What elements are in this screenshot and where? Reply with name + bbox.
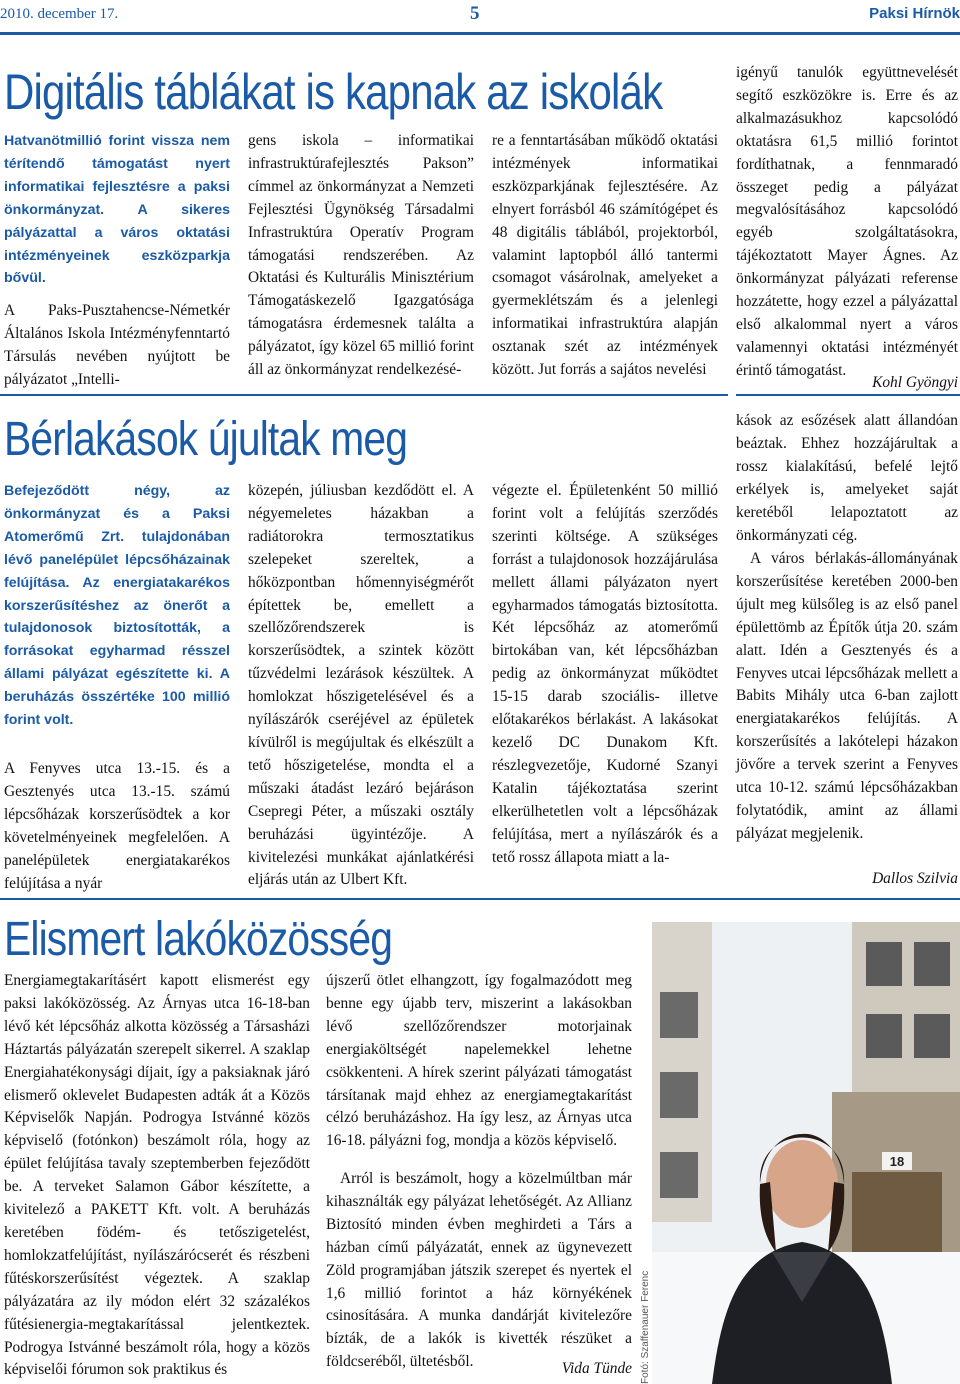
article-separator bbox=[0, 394, 728, 396]
article1-col4: igényű tanulók együttnevelését segítő eszközökre is. Erre és az alkalmazásukhoz kapcsolódó oktatásra 61,5 millió forintot fordíthatnak, a fennmaradó összeget pedig a pályázat megvalósításához kapcsolódó egyéb szolgáltatásokra, tájékoztatott Mayer Ágnes. Az önkormányzat pályázati referense hozzátette, hogy ezzel a pályázattal első alkalommal nyert a város valamennyi oktatási intézményét érintő támogatást. bbox=[736, 64, 958, 379]
article2-author: Dallos Szilvia bbox=[872, 870, 958, 887]
article1-author: Kohl Gyöngyi bbox=[872, 374, 958, 391]
photo-woman-in-front-of-building bbox=[652, 922, 960, 1384]
article2-col4b: A város bérlakás-állományának korszerűsítése keretében 2000-ben újult meg külsőleg is az első panel épülettömb az Építők útja 20. szám alatt. Idén a Gesztenyés és a Fenyves utcai lépcsőházak mellett a Babits Mihály utca 6-ban zajlott energiatakarékos felújítás. A korszerűsítés a lakótelepi házakon jövőre a tervek szerint a Fenyves utca 10-12. számú lépcsőházakban folytatódik, amint az állami pályázat megjelenik. bbox=[736, 550, 958, 842]
article1-title: Digitális táblákat is kapnak az iskolák bbox=[4, 64, 663, 120]
article3-col1: Energiamegtakarításért kapott elismerést egy paksi lakóközösség. Az Árnyas utca 16-18-ban lévő két lépcsőház alkotta közösség a Társasházi Háztartás pályázatán szerepelt sikerrel. A szaklap Energiahatékonysági díjait, így a paksiaknak járó elismerő oklevelet Budapesten adták át a Közös Képviselők Napján. Podrogya Istvánné közös képviselő (fotónkon) beszámolt róla, hogy az épület felújítása tavaly szeptemberben fejeződött be. A terveket Salamon Gábor készítette, a kivitelező a PAKETT Kft. volt. A beruházás keretében födém- és tetőszigetelést, homlokzatfelújítást, nyílászárócserét és részbeni fűtéskorszerűsítést végeztek. A szaklap pályázatára az ily módon elért 32 százalékos fűtésienergia-megtakarítással jelentkeztek. Podrogya Istvánné beszámolt róla, hogy a közös képviselői fórumon sok praktikus és bbox=[4, 972, 310, 1379]
article2-col3: végezte el. Épületenként 50 millió forint volt a felújítás szerződés szerinti költsége. A szükséges forrást a tulajdonosok hozzájárulása mellett állami pályázaton nyert egyharmados támogatás biztosította. Két lépcsőház az atomerőmű birtokában van, két lépcsőházban pedig az önkormányzat működtet 15-15 darab szociális- illetve előtakarékos bérlakást. A lakásokat kezelő DC Dunakom Kft. részlegvezetője, Kudorné Szanyi Katalin tájékoztatása szerint elkerülhetetlen volt a lépcsőházak felújítása, mert a nyílászárók és a tető rossz állapota miatt a la- bbox=[492, 482, 718, 866]
article2-lead: Befejeződött négy, az önkormányzat és a Paksi Atomerőmű Zrt. tulajdonában lévő panelépület lépcsőházainak felújítása. Az energiatakarékos korszerűsítéshez az önerőt a tulajdonosok biztosították, a forrásokat egyharmad résszel állami pályázat egészítette ki. A beruházás összértéke 100 millió forint volt. bbox=[4, 483, 230, 729]
article1-lead: Hatvanötmillió forint vissza nem térítendő támogatást nyert informatikai fejlesztésre a paksi önkormányzat. A sikeres pályázattal a város oktatási intézményeinek eszközparkja bővül. bbox=[4, 133, 230, 287]
article2-col1: A Fenyves utca 13.-15. és a Gesztenyés utca 13.-15. számú lépcsőházak korszerűsödtek a kor követelményeinek megfelelően. A panelépületek energiatakarékos felújítása a nyár bbox=[4, 760, 230, 892]
article2-col2: közepén, júliusban kezdődött el. A négyemeletes házakban a radiátorokra termosztatikus szelepeket szereltek, a hőközpontban hőmennyiségmérőt építettek be, emellett a szellőzőrendszerek is korszerűsödtek, a szintek között tűzvédelmi lezárások készültek. A homlokzat hőszigetelésével és a nyílászárók cseréjével az épületek kívülről is megújultak és elkészült a tető hőszigetelése, mondta el a műszaki átadást lezáró bejáráson Csepregi Péter, a műszaki osztály beruházási ügyintézője. A kivitelezési munkákat ajánlatkérési eljárás után az Ulbert Kft. bbox=[248, 482, 474, 889]
article1-col3: re a fenntartásában működő oktatási intézmények informatikai eszközparkjának fejlesztésére. Az elnyert forrásból 46 számítógépet és 48 digitális táblából, projektorból, valamint laptopból álló tantermi csomagot vásárolnak, amelyeket a gyermeklétszám és a jelenlegi informatikai infrastruktúra alapján osztanak szét az intézmények között. Jut forrás a sajátos nevelési bbox=[492, 132, 718, 379]
article3-col2a: újszerű ötlet elhangzott, így fogalmazódott meg benne egy újabb terv, miszerint a lakásokban lévő szellőzőrendszer motorjainak energiaköltségét napelemekkel lehetne csökkenteni. A hírek szerint pályázati támogatást társítanak majd ehhez az energiamegtakarítást célzó beruházáshoz. Ha így lesz, az Árnyas utca 16-18. pályázni fog, mondja a közös képviselő. bbox=[326, 972, 632, 1150]
header-rule bbox=[0, 32, 960, 35]
photo-credit: Fotó: Szaffenauer Ferenc bbox=[640, 1270, 651, 1384]
article3-author: Vida Tünde bbox=[561, 1360, 632, 1377]
door-number: 18 bbox=[889, 1154, 905, 1169]
page-number: 5 bbox=[470, 3, 480, 24]
article2-title: Bérlakások újultak meg bbox=[4, 413, 408, 466]
article1-col1: A Paks-Pusztahencse-Németkér Általános Iskola Intézményfenntartó Társulás nevében nyújtott be pályázatot „Intelli- bbox=[4, 302, 230, 388]
article-separator bbox=[736, 394, 960, 396]
article3-photo bbox=[652, 922, 960, 1384]
article3-col2b: Arról is beszámolt, hogy a közelmúltban már kihasználták egy pályázat lehetőségét. Az Allianz Biztosító minden évben meghirdeti a Társ a házban című pályázatát, ennek az ügynevezett Zöld programjában játszik szerepet és nyertek el 1,6 millió forintot a ház környékének csinosítására. A munka dandárját kivitelezőre bízták, de a lakók is kivették részüket a földcseréből, ültetésből. bbox=[326, 1170, 632, 1371]
issue-date: 2010. december 17. bbox=[0, 6, 119, 22]
article1-col2: gens iskola – informatikai infrastruktúrafejlesztés Pakson” címmel az önkormányzat a Nemzeti Fejlesztési Ügynökség Társadalmi Infrastruktúra Operatív Program támogatási rendszerében. Az Oktatási és Kulturális Minisztérium Támogatáskezelő Igazgatósága támogatásra érdemesnek találta a pályázatot, így közel 65 millió forint áll az önkormányzat rendelkezésé- bbox=[248, 132, 474, 379]
article2-col4a: kások az esőzések alatt állandóan beáztak. Ehhez hozzájárultak a rossz kialakítású, befelé lejtő erkélyek is, amelyeket saját keretéből lelapoztatott az önkormányzati cég. bbox=[736, 412, 958, 544]
article3-title: Elismert lakóközösség bbox=[4, 913, 393, 966]
article-separator bbox=[0, 898, 960, 900]
publication-name: Paksi Hírnök bbox=[869, 5, 960, 22]
